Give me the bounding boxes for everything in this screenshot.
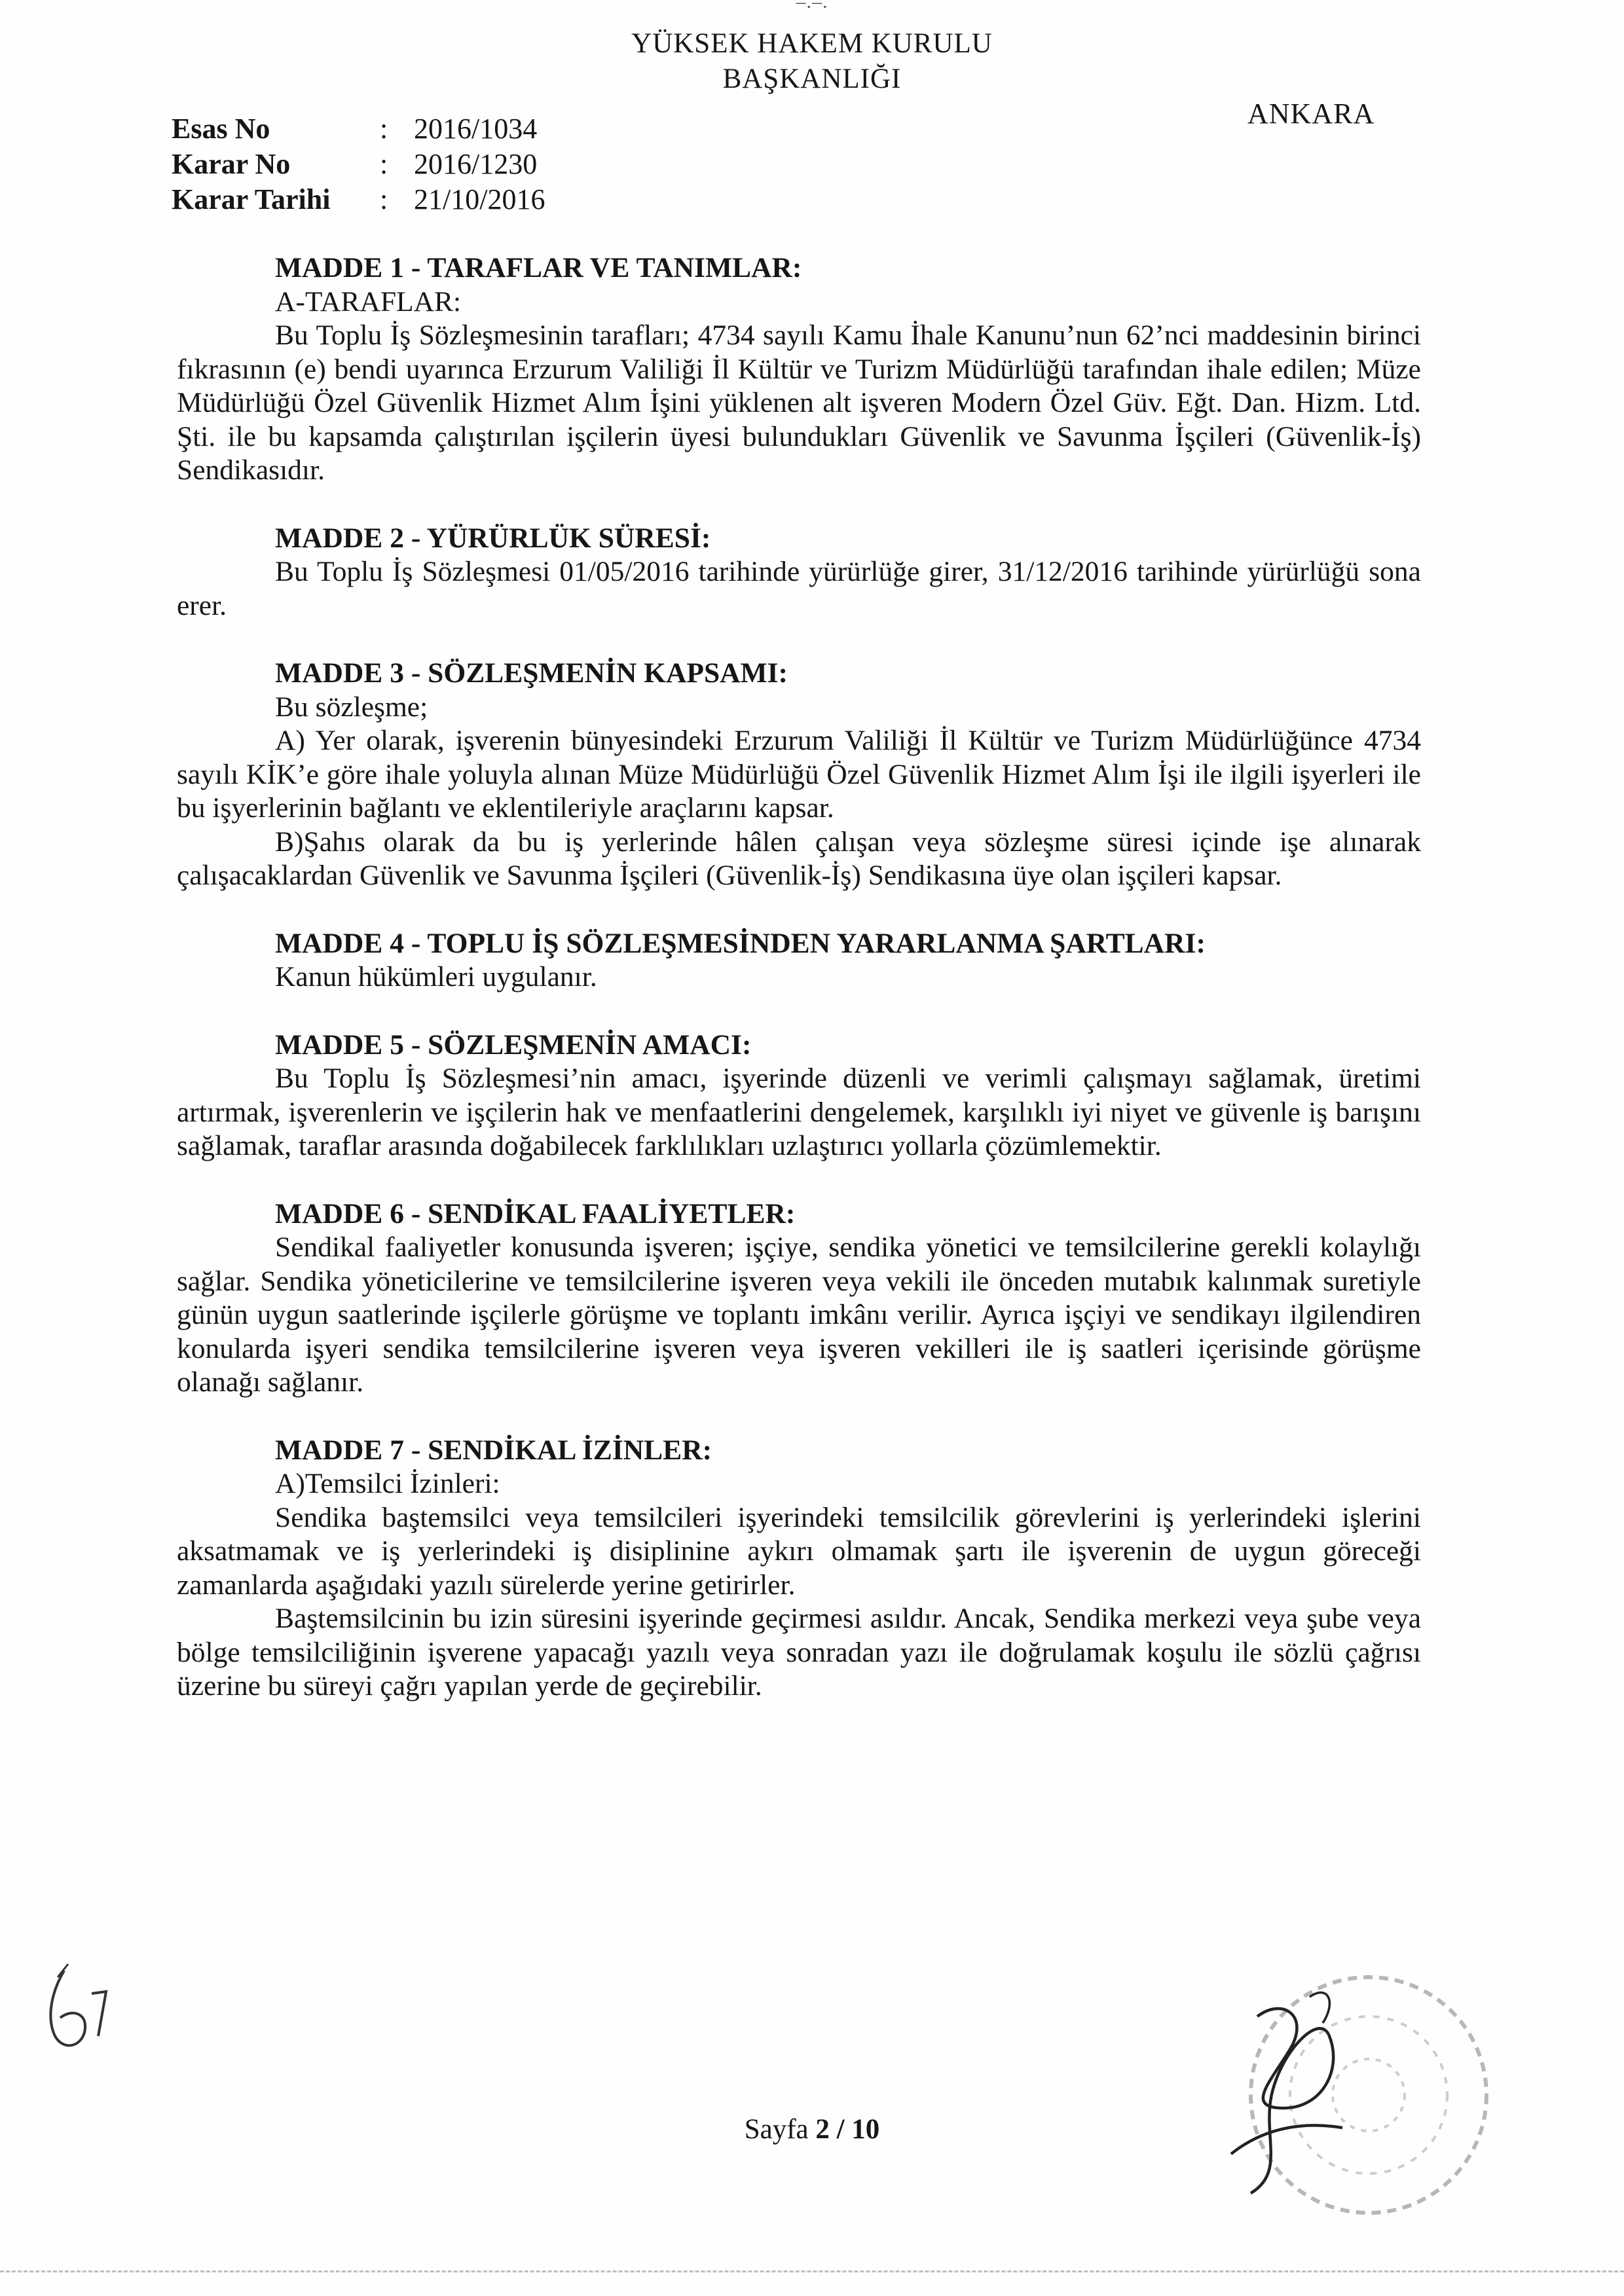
article-7-paragraph-2: Baştemsilcinin bu izin süresini işyerinde geçirmesi asıldır. Ancak, Sendika merkezi veya şube veya bölge temsilciliğinin işverene yapacağı yazılı veya sonradan yazı ile doğrulamak koşulu ile sözlü çağrısı üzerine bu süreyi çağrı yapılan yerde de geçirebilir. <box>177 1603 1421 1702</box>
article-1-subtitle: A-TARAFLAR: <box>275 285 462 318</box>
article-7-title: MADDE 7 - SENDİKAL İZİNLER: <box>275 1434 712 1466</box>
header-subtitle: BAŞKANLIĞI <box>722 64 902 94</box>
article-7-paragraph-1: Sendika baştemsilci veya temsilcileri işyerindeki temsilcilik görevlerini iş yerlerindeki işlerini aksatmamak ve iş yerlerindeki iş disiplinine aykırı olmamak şartı ile işverenin de uygun göreceği zamanlarda aşağıdaki yazılı sürelerde yerine getirirler. <box>177 1501 1421 1601</box>
page-separator: / <box>836 2114 845 2145</box>
meta-value: 2016/1230 <box>414 148 538 180</box>
scan-edge-line <box>0 2270 1624 2272</box>
page-current: 2 <box>815 2114 830 2145</box>
article-3-paragraph-b: B)Şahıs olarak da bu iş yerlerinde hâlen çalışan veya sözleşme süresi içinde işe alınarak çalışacaklardan Güvenlik ve Savunma İşçileri (Güvenlik-İş) Sendikasına üye olan işçileri kapsar. <box>177 826 1421 891</box>
article-3-intro: Bu sözleşme; <box>275 691 428 723</box>
article-5-title: MADDE 5 - SÖZLEŞMENİN AMACI: <box>275 1029 752 1061</box>
official-stamp-and-signature <box>1172 1958 1539 2246</box>
page-label: Sayfa <box>744 2114 809 2145</box>
article-5-paragraph: Bu Toplu İş Sözleşmesi’nin amacı, işyerinde düzenli ve verimli çalışmayı sağlamak, üretimi artırmak, işverenlerin ve işçilerin hak ve menfaatlerini dengelemek, karşılıklı iyi niyet ve güvenle iş barışını sağlamak, taraflar arasında doğabilecek farklılıkları uzlaştırıcı yollarla çözümlemektir. <box>177 1063 1421 1161</box>
meta-colon: : <box>380 148 388 180</box>
article-1-paragraph: Bu Toplu İş Sözleşmesinin tarafları; 4734 sayılı Kamu İhale Kanunu’nun 62’nci maddesinin birinci fıkrasının (e) bendi uyarınca Erzurum Valiliği İl Kültür ve Turizm Müdürlüğü tarafından ihale edilen; Müze Müdürlüğü Özel Güvenlik Hizmet Alım İşini yüklenen alt işveren Modern Özel Güv. Eğt. Dan. Hizm. Ltd. Şti. ile bu kapsamda çalıştırılan işçilerin üyesi bulundukları Güvenlik ve Savunma İşçileri (Güvenlik-İş) Sendikasıdır. <box>177 319 1421 486</box>
article-2-paragraph: Bu Toplu İş Sözleşmesi 01/05/2016 tarihinde yürürlüğe girer, 31/12/2016 tarihinde yürürlüğü sona erer. <box>177 556 1421 621</box>
article-4-paragraph: Kanun hükümleri uygulanır. <box>275 961 597 993</box>
article-2-title: MADDE 2 - YÜRÜRLÜK SÜRESİ: <box>275 522 711 554</box>
page-total: 10 <box>851 2114 880 2145</box>
article-4-title: MADDE 4 - TOPLU İŞ SÖZLEŞMESİNDEN YARARLANMA ŞARTLARI: <box>275 927 1206 959</box>
header-mark: –.–. <box>796 0 828 12</box>
meta-colon: : <box>380 183 388 215</box>
article-1-title: MADDE 1 - TARAFLAR VE TANIMLAR: <box>275 252 802 283</box>
header-title: YÜKSEK HAKEM KURULU <box>631 28 993 59</box>
meta-value: 21/10/2016 <box>414 183 545 215</box>
meta-value: 2016/1034 <box>414 113 538 145</box>
article-6-paragraph: Sendikal faaliyetler konusunda işveren; işçiye, sendika yönetici ve temsilcilerine gerekli kolaylığı sağlar. Sendika yöneticilerine ve temsilcilerine işveren veya vekili ile önceden mutabık kalınmak suretiyle günün uygun saatlerinde işçilerle görüşme ve toplantı imkânı verilir. Ayrıca işçiyi ve sendikayı ilgilendiren konularda işyeri sendika temsilcilerine işveren veya işveren vekilleri ile iş saatleri içerisinde görüşme olanağı sağlanır. <box>177 1231 1421 1398</box>
meta-colon: : <box>380 113 388 145</box>
header-city: ANKARA <box>1247 98 1375 130</box>
article-7-subtitle: A)Temsilci İzinleri: <box>275 1468 500 1499</box>
page-footer <box>0 2113 1624 2145</box>
meta-label: Karar No <box>172 148 291 180</box>
article-6-title: MADDE 6 - SENDİKAL FAALİYETLER: <box>275 1197 796 1230</box>
meta-label: Karar Tarihi <box>172 183 331 215</box>
article-3-paragraph-a: A) Yer olarak, işverenin bünyesindeki Erzurum Valiliği İl Kültür ve Turizm Müdürlüğünce 4734 sayılı KİK’e göre ihale yoluyla alınan Müze Müdürlüğü Özel Güvenlik Hizmet Alım İşi ile ilgili işyerleri ile bu işyerlerinin bağlantı ve eklentileriyle araçlarını kapsar. <box>177 725 1421 824</box>
article-3-title: MADDE 3 - SÖZLEŞMENİN KAPSAMI: <box>275 657 788 689</box>
meta-label: Esas No <box>172 113 270 145</box>
